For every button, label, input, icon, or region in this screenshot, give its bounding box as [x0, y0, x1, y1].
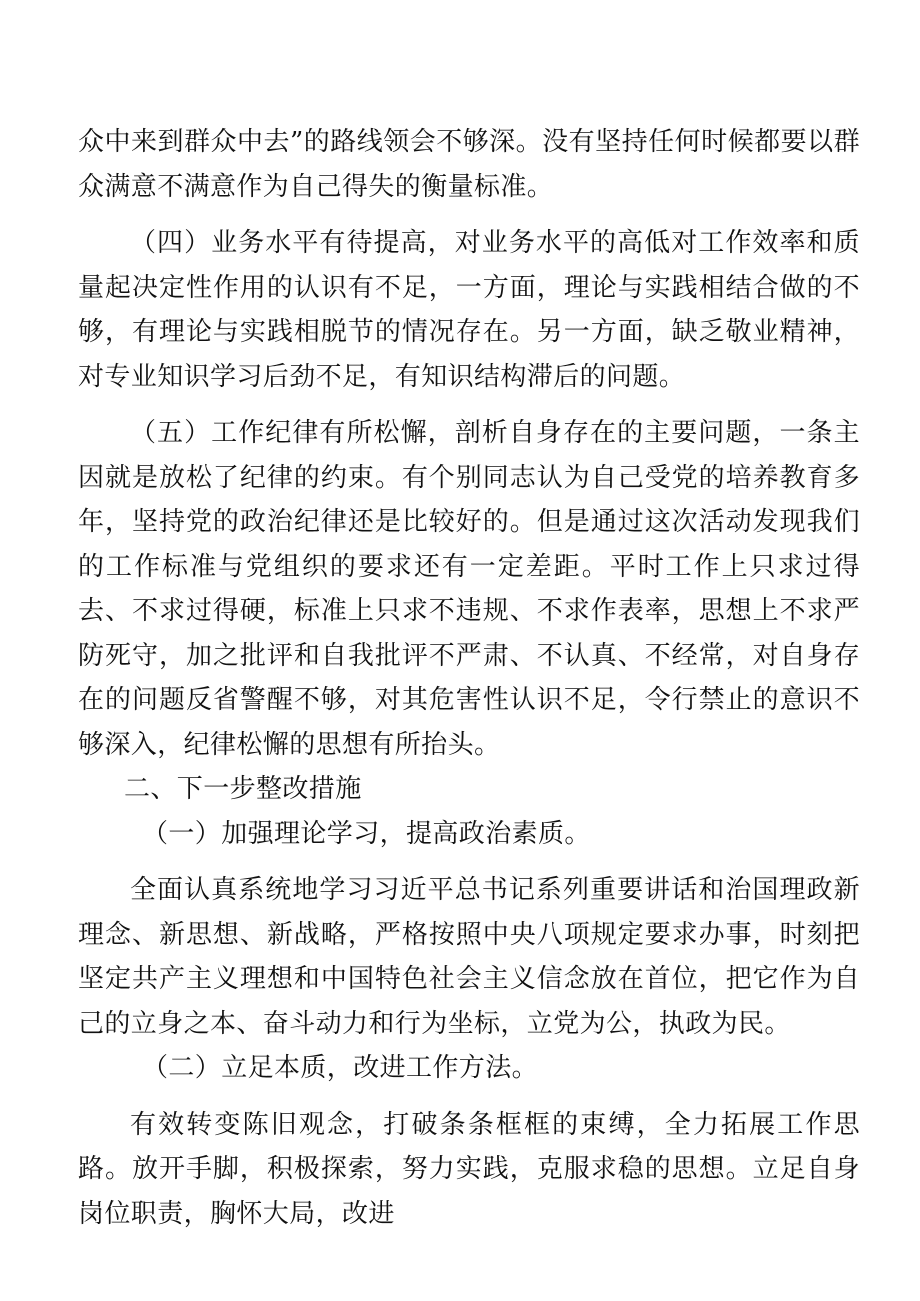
paragraph-item-5: （五）工作纪律有所松懈，剖析自身存在的主要问题，一条主因就是放松了纪律的约束。有个别同志认为自己受党的培养教育多年，坚持党的政治纪律还是比较好的。但是通过这次活动发现我们的工作标准与党组织的要求还有一定差距。平时工作上只求过得去、不求过得硬，标准上只求不违规、不求作表率，思想上不求严防死守，加之批评和自我批评不严肃、不认真、不经常，对自身存在的问题反省警醒不够，对其危害性认识不足，令行禁止的意识不够深入，纪律松懈的思想有所抬头。 [78, 418, 860, 760]
subsection-heading-1: （一）加强理论学习，提高政治素质。 [142, 818, 591, 849]
document-body [78, 120, 860, 1236]
paragraph-measure-2: 有效转变陈旧观念，打破条条框框的束缚，全力拓展工作思路。放开手脚，积极探索，努力实践，克服求稳的思想。立足自身岗位职责，胸怀大局，改进 [78, 1109, 860, 1229]
paragraph-continuation: 众中来到群众中去”的路线领会不够深。没有坚持任何时候都要以群众满意不满意作为自己得失的衡量标准。 [78, 127, 860, 202]
section-heading: 二、下一步整改措施 [124, 774, 362, 804]
paragraph-measure-1: 全面认真系统地学习习近平总书记系列重要讲话和治国理政新理念、新思想、新战略，严格按照中央八项规定要求办事，时刻把坚定共产主义理想和中国特色社会主义信念放在首位，把它作为自己的立身之本、奋斗动力和行为坐标，立党为公，执政为民。 [78, 875, 860, 1039]
paragraph-item-4: （四）业务水平有待提高，对业务水平的高低对工作效率和质量起决定性作用的认识有不足，一方面，理论与实践相结合做的不够，有理论与实践相脱节的情况存在。另一方面，缺乏敬业精神，对专业知识学习后劲不足，有知识结构滞后的问题。 [78, 228, 860, 392]
subsection-heading-2: （二）立足本质，改进工作方法。 [142, 1053, 539, 1083]
